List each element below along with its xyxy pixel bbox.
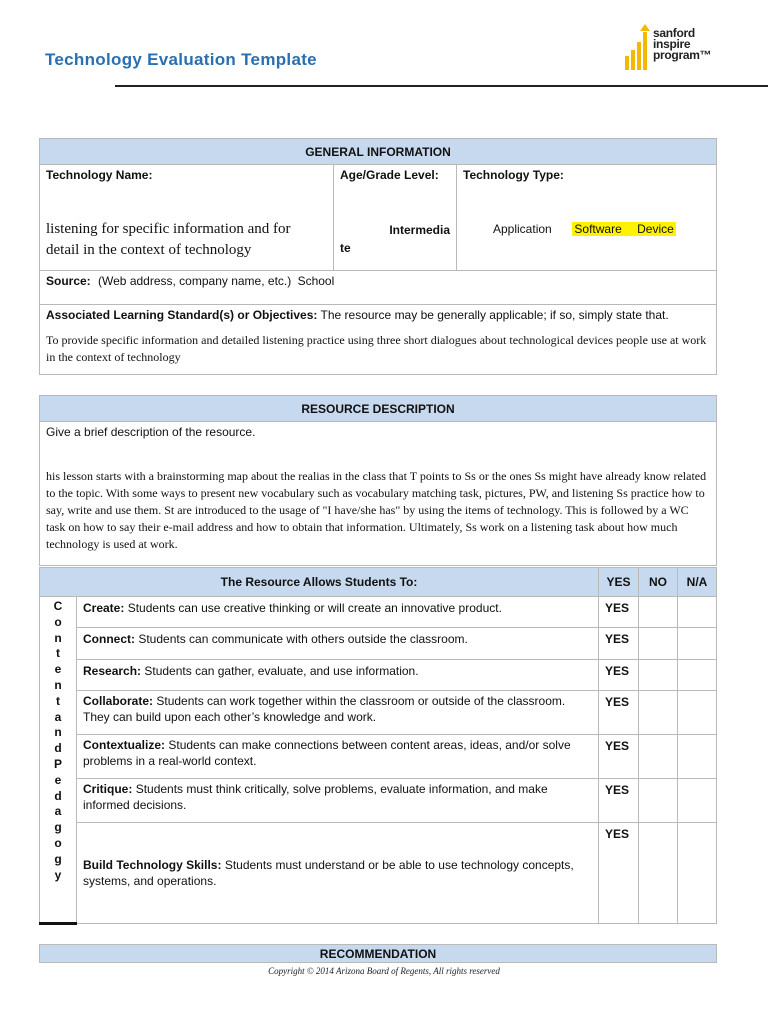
resource-description-text: his lesson starts with a brainstorming map about the realias in the class that T points to Ss or the ones Ss might have already know related to the topic. With some ways to present new vocabulary such as vocabulary matching task, pictures, PW, and listening Ss practice how to say, write and use them. St are introduced to the usage of "I have/she has" by using the items of technology. This is followed by a WC task on how to say their e-mail address and how to obtain that information. Ultimately, Ss work on a listening task about how much technology is used at work. <box>46 469 707 551</box>
criterion-text: Students can work together within the classroom or outside of the classroom. They can build upon each other’s knowledge and work. <box>83 694 566 724</box>
criterion-research <box>77 660 599 691</box>
age-grade-value-wrap: te <box>340 241 351 255</box>
vertical-letter: n <box>54 725 62 740</box>
no-mark <box>639 628 678 660</box>
criterion-build-technology-skills <box>77 823 599 924</box>
criterion-contextualize <box>77 735 599 779</box>
vertical-letter: t <box>56 693 60 708</box>
vertical-letter: g <box>54 820 62 835</box>
criterion-text: Students can gather, evaluate, and use information. <box>144 664 419 678</box>
technology-type-options <box>463 222 710 236</box>
page-title: Technology Evaluation Template <box>45 50 317 69</box>
type-device-highlighted: Device <box>637 222 674 236</box>
criterion-label: Critique: <box>83 782 133 796</box>
yes-mark: YES <box>599 628 639 660</box>
resource-description-table <box>39 395 717 566</box>
vertical-letter: n <box>54 677 62 692</box>
copyright-footer: Copyright © 2014 Arizona Board of Regents, All rights reserved <box>268 966 500 976</box>
allows-heading: The Resource Allows Students To: <box>40 568 599 597</box>
yes-mark: YES <box>599 823 639 924</box>
yes-mark: YES <box>599 691 639 735</box>
type-application: Application <box>493 222 552 236</box>
logo-line: inspire <box>653 37 691 51</box>
content-and-pedagogy-label <box>40 597 77 924</box>
na-mark <box>678 628 717 660</box>
criterion-text: Students must think critically, solve problems, evaluate information, and make informed decisions. <box>83 782 548 812</box>
criterion-text: Students can use creative thinking or will create an innovative product. <box>127 601 502 615</box>
recommendation-heading: RECOMMENDATION <box>40 945 717 963</box>
resource-prompt: Give a brief description of the resource. <box>46 425 256 439</box>
logo-line: sanford <box>653 26 695 40</box>
source-hint: (Web address, company name, etc.) <box>98 274 292 288</box>
criterion-text: Students can communicate with others outside the classroom. <box>138 632 468 646</box>
na-mark <box>678 597 717 628</box>
yes-mark: YES <box>599 735 639 779</box>
vertical-letter: C <box>53 599 63 613</box>
na-mark <box>678 660 717 691</box>
logo-line: program™ <box>653 48 712 62</box>
no-mark <box>639 660 678 691</box>
technology-name-value: listening for specific information and for detail in the context of technology <box>46 221 291 258</box>
vertical-letter: e <box>54 772 62 787</box>
age-grade-cell <box>334 165 457 271</box>
no-mark <box>639 823 678 924</box>
source-cell <box>40 271 717 305</box>
criterion-critique <box>77 779 599 823</box>
vertical-letter: n <box>54 630 62 645</box>
logo-wordmark <box>653 28 711 61</box>
no-mark <box>639 779 678 823</box>
na-mark <box>678 691 717 735</box>
criterion-connect <box>77 628 599 660</box>
vertical-letter: d <box>54 741 62 756</box>
vertical-letter: t <box>56 646 60 661</box>
vertical-letter: o <box>54 835 62 850</box>
na-column-header: N/A <box>678 568 717 597</box>
vertical-letter: P <box>53 756 62 771</box>
criterion-create <box>77 597 599 628</box>
vertical-letter: a <box>54 804 62 819</box>
vertical-letter: g <box>54 851 62 866</box>
no-mark <box>639 735 678 779</box>
yes-mark: YES <box>599 597 639 628</box>
criterion-text: Students can make connections between content areas, ideas, and/or solve problems in a real-world context. <box>83 738 571 768</box>
na-mark <box>678 735 717 779</box>
criterion-label: Create: <box>83 601 125 615</box>
no-mark <box>639 597 678 628</box>
vertical-letter: a <box>54 709 62 724</box>
criterion-text: Students must understand or be able to use technology concepts, systems, and operations. <box>83 858 574 888</box>
criterion-label: Collaborate: <box>83 694 154 708</box>
title-divider <box>115 85 768 87</box>
technology-name-label: Technology Name: <box>46 168 153 182</box>
no-column-header: NO <box>639 568 678 597</box>
standards-hint: The resource may be generally applicable; if so, simply state that. <box>320 308 669 322</box>
technology-type-cell <box>457 165 717 271</box>
general-information-heading: GENERAL INFORMATION <box>40 139 717 165</box>
age-grade-label: Age/Grade Level: <box>340 168 439 182</box>
resource-description-heading: RESOURCE DESCRIPTION <box>40 396 717 422</box>
highlight-gap <box>624 222 635 236</box>
standards-value: To provide specific information and detailed listening practice using three short dialogues about technological devices people use at work in the context of technology <box>46 333 707 364</box>
age-grade-value: Intermedia <box>389 223 450 237</box>
vertical-letter: e <box>54 662 62 677</box>
na-mark <box>678 779 717 823</box>
yes-column-header: YES <box>599 568 639 597</box>
resource-description-cell <box>40 422 717 566</box>
standards-cell <box>40 305 717 375</box>
source-value: School <box>297 274 335 288</box>
general-information-table <box>39 138 717 375</box>
criterion-label: Connect: <box>83 632 135 646</box>
logo-bars-icon <box>623 24 653 74</box>
yes-mark: YES <box>599 779 639 823</box>
criterion-label: Research: <box>83 664 142 678</box>
criterion-collaborate <box>77 691 599 735</box>
resource-allows-table <box>39 567 717 925</box>
standards-label: Associated Learning Standard(s) or Objectives: <box>46 308 318 322</box>
na-mark <box>678 823 717 924</box>
recommendation-table <box>39 944 717 963</box>
sanford-inspire-logo <box>623 24 733 74</box>
type-software-highlighted: Software <box>574 222 622 236</box>
source-label: Source: <box>46 274 91 288</box>
criterion-label: Build Technology Skills: <box>83 858 222 872</box>
technology-type-label: Technology Type: <box>463 168 564 182</box>
technology-name-cell <box>40 165 334 271</box>
vertical-letter: d <box>54 788 62 803</box>
yes-mark: YES <box>599 660 639 691</box>
criterion-label: Contextualize: <box>83 738 166 752</box>
no-mark <box>639 691 678 735</box>
vertical-letter: y <box>54 867 62 882</box>
vertical-letter: o <box>54 614 62 629</box>
